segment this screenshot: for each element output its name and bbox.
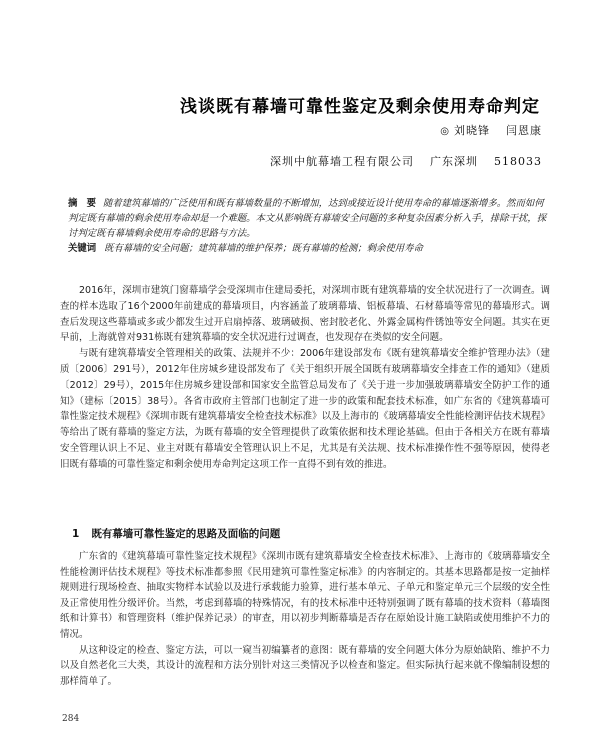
authors-line: [440, 122, 542, 138]
affiliation-postcode: 518033: [494, 155, 542, 168]
page-number: 284: [62, 714, 80, 724]
paragraph: 从这种设定的检查、鉴定方法，可以一窥当初编纂者的意图：既有幕墙的安全问题大体分为原始缺陷、维护不力以及自然老化三大类，其设计的流程和方法分别针对这三类情况予以检查和鉴定。但实际执行起来就不像编制设想的那样简单了。: [60, 644, 550, 687]
section-title: 既有幕墙可靠性鉴定的思路及面临的问题: [91, 528, 281, 540]
section-body: [60, 549, 550, 689]
affiliation-line: [270, 153, 542, 169]
paragraph: 2016年，深圳市建筑门窗幕墙学会受深圳市住建局委托，对深圳市既有建筑幕墙的安全状况进行了一次调查。调查的样本选取了16个2000年前建成的幕墙项目，内容涵盖了玻璃幕墙、铝板幕墙、石材幕墙等常见的幕墙形式。调查后发现这些幕墙或多或少都发生过开启扇掉落、玻璃破损、密封胶老化、外露金属构件锈蚀等安全问题。其实在更早前，上海就曾对931栋既有建筑幕墙的安全状况进行过调查，也发现存在类似的安全问题。: [60, 285, 550, 344]
abstract-block: [68, 196, 548, 256]
paragraph: 广东省的《建筑幕墙可靠性鉴定技术规程》《深圳市既有建筑幕墙安全检查技术标准》、上海市的《玻璃幕墙安全性能检测评估技术规程》等技术标准都参照《民用建筑可靠性鉴定标准》的内容制定的。其基本思路都是按一定抽样规则进行现场检查、抽取实物样本试验以及进行承载能力验算，进行基本单元、子单元和鉴定单元三个层级的安全性及正常使用性分级评价。当然，考虑到幕墙的特殊情况，有的技术标准中还特别强调了既有幕墙的技术资料（幕墙图纸和计算书）和管理资料（维护保养记录）的审查，用以初步判断幕墙是否存在原始设计施工缺陷或使用维护不力的情况。: [60, 551, 550, 640]
section-number: 1: [72, 528, 80, 540]
abstract-label: 摘 要: [68, 198, 100, 209]
paper-title: 浅谈既有幕墙可靠性鉴定及剩余使用寿命判定: [180, 97, 540, 117]
keywords-text: 既有幕墙的安全问题；建筑幕墙的维护保养；既有幕墙的检测；剩余使用寿命: [104, 243, 423, 254]
affiliation-city: 广东深圳: [430, 155, 478, 168]
keywords-label: 关键词: [68, 243, 97, 254]
abstract-text: 随着建筑幕墙的广泛使用和既有幕墙数量的不断增加，达到或接近设计使用寿命的幕墙逐渐增多。然而如何判定既有幕墙的剩余使用寿命却是一个难题。本文从影响既有幕墙安全问题的多种复杂因素分析入手，排除干扰，探讨判定既有幕墙剩余使用寿命的思路与方法。: [68, 198, 547, 239]
section-heading: [72, 526, 280, 541]
intro-body: [60, 283, 550, 473]
keywords: [68, 241, 548, 256]
affiliation-org: 深圳中航幕墙工程有限公司: [270, 155, 414, 168]
author-name: 闫恩康: [506, 124, 542, 137]
abstract: [68, 196, 548, 241]
author-name: 刘晓锋: [454, 124, 490, 137]
author-mark-icon: ◎: [440, 126, 450, 137]
paragraph: 与既有建筑幕墙安全管理相关的政策、法规并不少：2006年建设部发布《既有建筑幕墙安全维护管理办法》（建质〔2006〕291号），2012年住房城乡建设部发布了《关于组织开展全国既有玻璃幕墙安全排查工作的通知》（建质〔2012〕29号），2015年住房城乡建设部和国家安全监管总局发布了《关于进一步加强玻璃幕墙安全防护工作的通知》（建标〔2015〕38号）。各省市政府主管部门也制定了进一步的政策和配套技术标准，如广东省的《建筑幕墙可靠性鉴定技术规程》《深圳市既有建筑幕墙安全检查技术标准》以及上海市的《玻璃幕墙安全性能检测评估技术规程》等给出了既有幕墙的鉴定方法，为既有幕墙的安全管理提供了政策依据和技术理论基础。但由于各相关方在既有幕墙安全管理认识上不足、业主对既有幕墙安全管理认识上不足，尤其是有关法规、技术标准操作性不强等原因，使得老旧既有幕墙的可靠性鉴定和剩余使用寿命判定这项工作一直得不到有效的推进。: [60, 348, 550, 470]
